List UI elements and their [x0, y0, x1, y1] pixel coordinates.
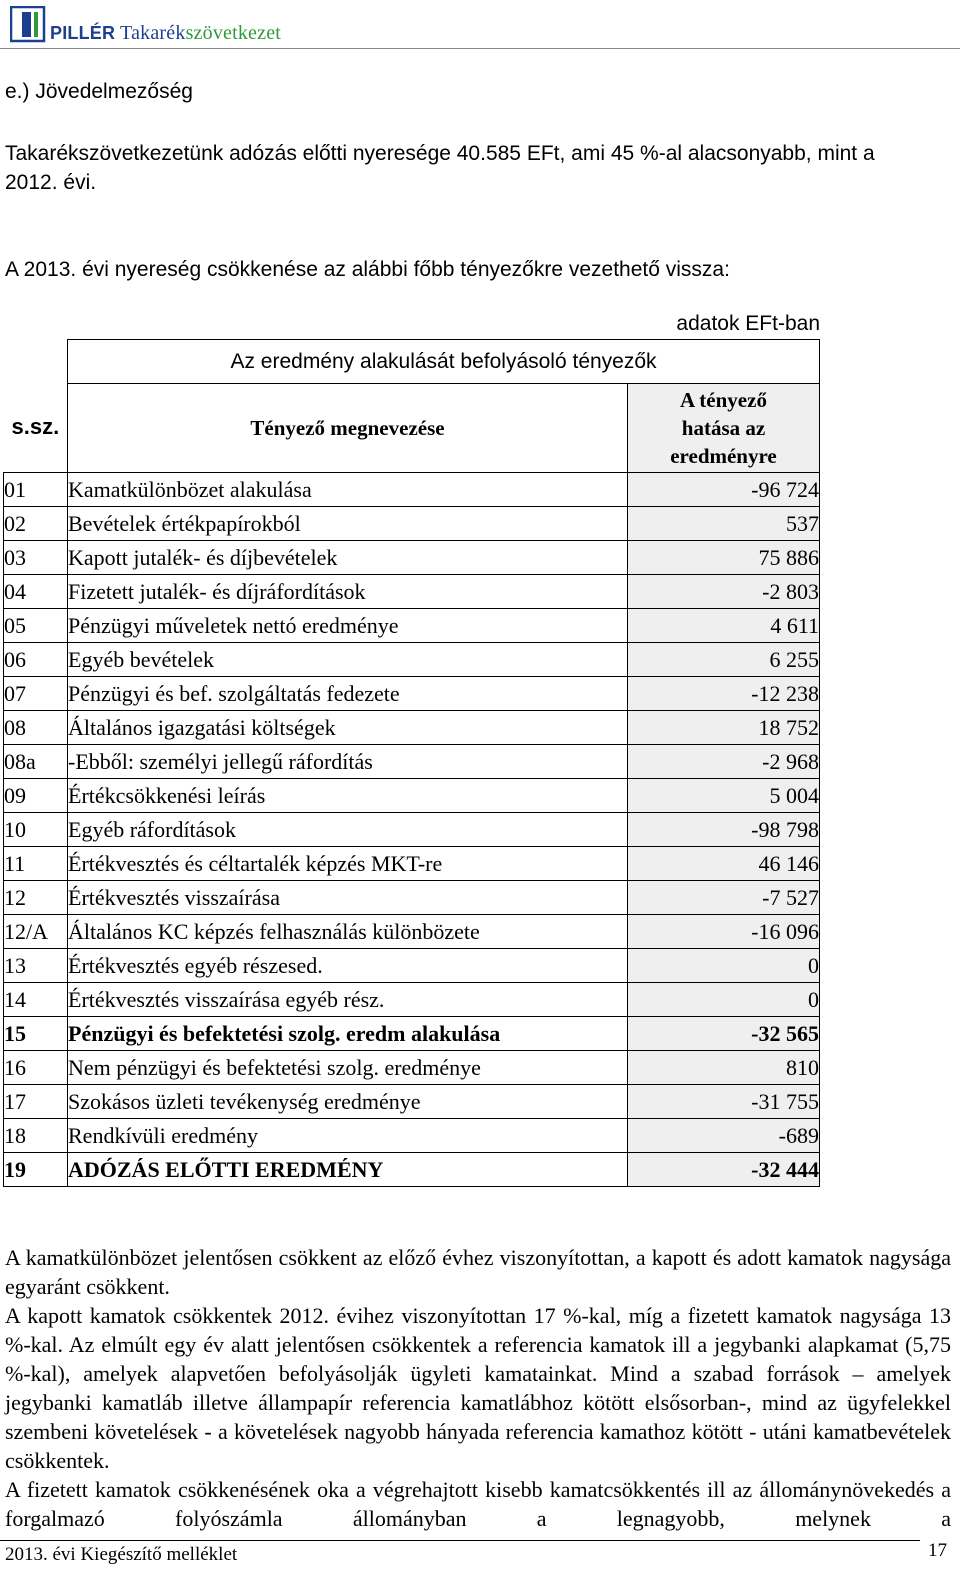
table-row — [4, 915, 820, 949]
row-number: 06 — [4, 643, 68, 677]
page-number: 17 — [928, 1540, 947, 1561]
logo-wordmark — [50, 22, 281, 45]
col-header-value-line2: hatása az — [681, 416, 766, 440]
table-row — [4, 1119, 820, 1153]
section-title: e.) Jövedelmezőség — [5, 80, 193, 103]
row-value: -16 096 — [628, 915, 820, 949]
row-number: 08 — [4, 711, 68, 745]
row-number: 10 — [4, 813, 68, 847]
row-number: 17 — [4, 1085, 68, 1119]
row-value: 6 255 — [628, 643, 820, 677]
row-value: 810 — [628, 1051, 820, 1085]
result-factors-table — [3, 339, 820, 1187]
row-name: Értékvesztés visszaírása — [68, 881, 628, 915]
footer-divider — [0, 1540, 920, 1541]
paragraph-2: A kapott kamatok csökkentek 2012. évihez viszonyítottan 17 %-kal, míg a fizetett kamatok nagysága 13 %-kal. Az elmúlt egy év alatt jelentősen csökkentek a referencia kamatok ill a jegybanki alapkamat (5,75 %-kal), amelyek alapvetően befolyásolják ügyleti kamatainkat. Mind a szabad források – amelyek jegybanki kamatláb illetve állampapír referencia kamatlábhoz kötött elsősorban-, mind az ügyfelekkel szembeni követelések - a követelések nagyobb hányada referencia kamathoz kötött - utáni kamatbevételek csökkentek. — [5, 1303, 951, 1473]
row-value: 18 752 — [628, 711, 820, 745]
row-name: -Ebből: személyi jellegű ráfordítás — [68, 745, 628, 779]
row-value: 5 004 — [628, 779, 820, 813]
row-name: Értékvesztés visszaírása egyéb rész. — [68, 983, 628, 1017]
row-name: Fizetett jutalék- és díjráfordítások — [68, 575, 628, 609]
row-value: 46 146 — [628, 847, 820, 881]
row-number: 04 — [4, 575, 68, 609]
row-name: Értékvesztés és céltartalék képzés MKT-re — [68, 847, 628, 881]
row-number: 13 — [4, 949, 68, 983]
table-title: Az eredmény alakulását befolyásoló tényezők — [68, 340, 820, 384]
piller-logo-icon — [10, 6, 46, 44]
row-name: Nem pénzügyi és befektetési szolg. eredménye — [68, 1051, 628, 1085]
table-row — [4, 575, 820, 609]
row-number: 11 — [4, 847, 68, 881]
table-row — [4, 779, 820, 813]
row-value: 4 611 — [628, 609, 820, 643]
col-header-name: Tényező megnevezése — [68, 384, 628, 473]
row-number: 12/A — [4, 915, 68, 949]
table-row — [4, 881, 820, 915]
row-value: 0 — [628, 949, 820, 983]
table-unit-note: adatok EFt-ban — [676, 312, 820, 335]
row-value: -31 755 — [628, 1085, 820, 1119]
header-divider — [0, 48, 960, 49]
row-number: 05 — [4, 609, 68, 643]
table-row — [4, 1153, 820, 1187]
row-value: -689 — [628, 1119, 820, 1153]
table-row — [4, 745, 820, 779]
intro-line-1: Takarékszövetkezetünk adózás előtti nyeresége 40.585 EFt, ami 45 %-al alacsonyabb, mint a — [5, 142, 875, 165]
row-value: 0 — [628, 983, 820, 1017]
table-row — [4, 507, 820, 541]
row-number: 19 — [4, 1153, 68, 1187]
row-name: Általános igazgatási költségek — [68, 711, 628, 745]
row-number: 08a — [4, 745, 68, 779]
page-header — [0, 0, 960, 52]
table-row — [4, 609, 820, 643]
row-value: -7 527 — [628, 881, 820, 915]
row-number: 15 — [4, 1017, 68, 1051]
col-header-value-line3: eredményre — [670, 444, 777, 468]
table-row — [4, 473, 820, 507]
table-row — [4, 813, 820, 847]
logo-word-piller: PILLÉR — [50, 23, 116, 43]
row-number: 12 — [4, 881, 68, 915]
paragraph-1: A kamatkülönbözet jelentősen csökkent az előző évhez viszonyítottan, a kapott és adott kamatok nagysága egyaránt csökkent. — [5, 1245, 951, 1299]
col-header-no: s.sz. — [4, 340, 68, 473]
table-row — [4, 847, 820, 881]
row-name: Bevételek értékpapírokból — [68, 507, 628, 541]
footer-document-title: 2013. évi Kiegészítő melléklet — [5, 1544, 238, 1565]
row-name: Pénzügyi műveletek nettó eredménye — [68, 609, 628, 643]
row-value: -96 724 — [628, 473, 820, 507]
row-value: 75 886 — [628, 541, 820, 575]
row-name: Egyéb ráfordítások — [68, 813, 628, 847]
intro-line-3: A 2013. évi nyereség csökkenése az alábbi főbb tényezőkre vezethető vissza: — [5, 258, 730, 281]
table-row — [4, 677, 820, 711]
logo-word-takarek: Takarék — [120, 22, 186, 44]
row-name: Egyéb bevételek — [68, 643, 628, 677]
paragraph-3: A fizetett kamatok csökkenésének oka a végrehajtott kisebb kamatcsökkentés ill az állománynövekedés a forgalmazó folyószámla állományban a legnagyobb, melynek a — [5, 1477, 951, 1531]
table-row — [4, 643, 820, 677]
row-number: 02 — [4, 507, 68, 541]
row-name: Kamatkülönbözet alakulása — [68, 473, 628, 507]
row-number: 01 — [4, 473, 68, 507]
row-value: -32 565 — [628, 1017, 820, 1051]
row-name: Pénzügyi és befektetési szolg. eredm alakulása — [68, 1017, 628, 1051]
row-name: Pénzügyi és bef. szolgáltatás fedezete — [68, 677, 628, 711]
row-name: Általános KC képzés felhasználás különbözete — [68, 915, 628, 949]
table-row — [4, 541, 820, 575]
row-value: -2 968 — [628, 745, 820, 779]
row-name: Kapott jutalék- és díjbevételek — [68, 541, 628, 575]
body-text — [5, 1243, 951, 1533]
col-header-value — [628, 384, 820, 473]
intro-line-2: 2012. évi. — [5, 171, 97, 194]
table-row — [4, 983, 820, 1017]
row-name: Értékcsökkenési leírás — [68, 779, 628, 813]
row-number: 07 — [4, 677, 68, 711]
row-number: 18 — [4, 1119, 68, 1153]
row-name: Szokásos üzleti tevékenység eredménye — [68, 1085, 628, 1119]
row-value: -32 444 — [628, 1153, 820, 1187]
row-number: 03 — [4, 541, 68, 575]
table-row — [4, 1085, 820, 1119]
row-value: -98 798 — [628, 813, 820, 847]
row-number: 09 — [4, 779, 68, 813]
logo-word-szovetkezet: szövetkezet — [185, 22, 282, 44]
row-value: -12 238 — [628, 677, 820, 711]
row-name: ADÓZÁS ELŐTTI EREDMÉNY — [68, 1153, 628, 1187]
row-number: 16 — [4, 1051, 68, 1085]
table-row — [4, 1051, 820, 1085]
row-value: 537 — [628, 507, 820, 541]
row-value: -2 803 — [628, 575, 820, 609]
table-row — [4, 1017, 820, 1051]
row-name: Rendkívüli eredmény — [68, 1119, 628, 1153]
table-row — [4, 711, 820, 745]
col-header-value-line1: A tényező — [680, 388, 767, 412]
row-name: Értékvesztés egyéb részesed. — [68, 949, 628, 983]
table-row — [4, 949, 820, 983]
row-number: 14 — [4, 983, 68, 1017]
